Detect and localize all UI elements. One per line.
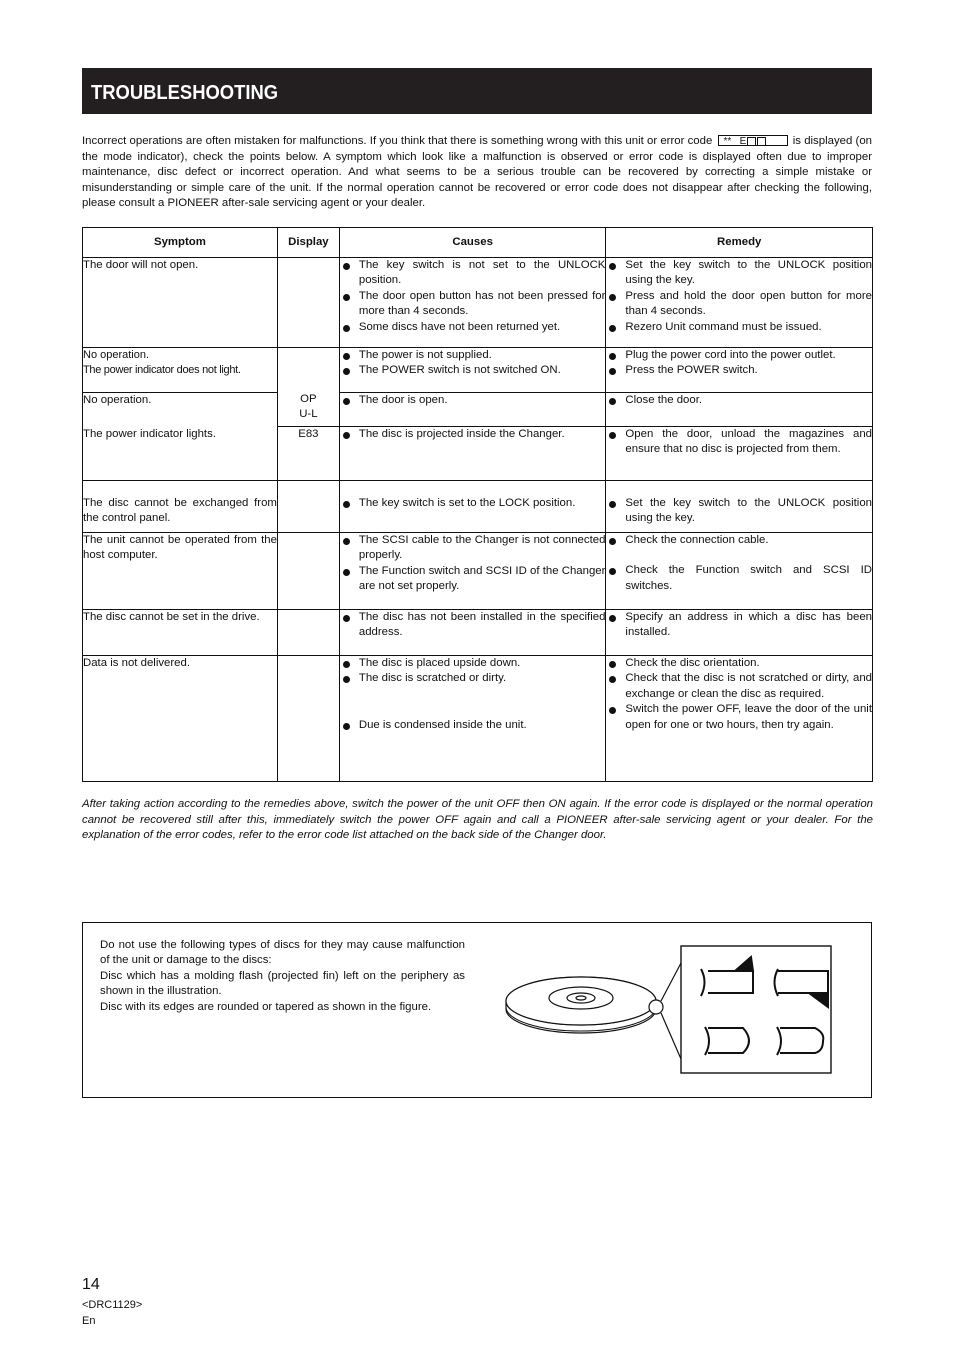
remedy-cell <box>606 258 873 348</box>
remedy-item: Check that the disc is not scratched or dirty, and exchange or clean the disc as required. <box>606 671 872 702</box>
disc-icon <box>506 963 681 1059</box>
display-cell <box>277 656 339 782</box>
remedy-cell <box>606 656 873 782</box>
cause-item: Some discs have not been returned yet. <box>340 320 606 335</box>
troubleshooting-table <box>82 227 873 782</box>
disc-warning-box <box>82 922 872 1098</box>
doc-id: <DRC1129> En <box>82 1299 143 1327</box>
symptom-cell: No operation. The power indicator does not light. <box>83 348 278 393</box>
table-header-row <box>83 228 873 258</box>
symptom-cell: The door will not open. <box>83 258 278 348</box>
intro-text-1: Incorrect operations are often mistaken for malfunctions. If you think that there is something wrong with this unit or error code <box>82 135 713 147</box>
cause-item: The door open button has not been pressed for more than 4 seconds. <box>340 289 606 320</box>
remedy-cell <box>606 610 873 656</box>
table-row <box>83 610 873 656</box>
table-row <box>83 258 873 348</box>
header-causes: Causes <box>339 228 606 258</box>
remedy-item: Check the connection cable. <box>606 533 872 548</box>
causes-cell <box>339 481 606 533</box>
causes-cell <box>339 427 606 481</box>
remedy-item: Press and hold the door open button for more than 4 seconds. <box>606 289 872 320</box>
page-title: TROUBLESHOOTING <box>91 82 279 104</box>
after-action-note: After taking action according to the remedies above, switch the power of the unit OFF then ON again. If the error code is displayed or the normal operation cannot be recovered still after this, immediately switch the power OFF again and call a PIONEER after-sale servicing agent or your dealer. For the explanation of the error codes, refer to the error code list attached on the back side of the Changer door. <box>82 798 873 842</box>
remedy-cell <box>606 427 873 481</box>
cause-item: The disc is projected inside the Changer. <box>340 427 606 442</box>
header-symptom: Symptom <box>83 228 278 258</box>
cause-item: The SCSI cable to the Changer is not connected properly. <box>340 533 606 564</box>
symptom-cell: The disc cannot be set in the drive. <box>83 610 278 656</box>
cause-item: The key switch is not set to the UNLOCK position. <box>340 258 606 289</box>
table-row <box>83 533 873 610</box>
symptom-cell: No operation. <box>83 393 278 427</box>
display-cell: OP U-L <box>277 348 339 427</box>
title-bar <box>82 68 872 114</box>
causes-cell <box>339 656 606 782</box>
causes-cell <box>339 610 606 656</box>
symptom-cell: Data is not delivered. <box>83 656 278 782</box>
error-code-box: ** E <box>718 135 788 146</box>
display-cell <box>277 481 339 533</box>
disc-illustration <box>503 941 863 1081</box>
intro-paragraph <box>82 134 872 212</box>
cause-item: The disc is placed upside down. <box>340 656 606 671</box>
remedy-cell <box>606 393 873 427</box>
display-cell <box>277 610 339 656</box>
cause-item: The power is not supplied. <box>340 348 606 363</box>
display-cell <box>277 533 339 610</box>
remedy-item: Set the key switch to the UNLOCK position using the key. <box>606 258 872 289</box>
remedy-item: Set the key switch to the UNLOCK position using the key. <box>606 496 872 527</box>
causes-cell <box>339 533 606 610</box>
causes-cell <box>339 348 606 393</box>
table-row <box>83 481 873 533</box>
remedy-item: Rezero Unit command must be issued. <box>606 320 872 335</box>
remedy-cell <box>606 348 873 393</box>
causes-cell <box>339 258 606 348</box>
remedy-item: Check the Function switch and SCSI ID switches. <box>606 563 872 594</box>
causes-cell <box>339 393 606 427</box>
remedy-item: Specify an address in which a disc has been installed. <box>606 610 872 641</box>
cause-item: The door is open. <box>340 393 606 408</box>
remedy-cell <box>606 481 873 533</box>
cause-item: The POWER switch is not switched ON. <box>340 363 606 378</box>
remedy-item: Switch the power OFF, leave the door of the unit open for one or two hours, then try again. <box>606 702 872 733</box>
remedy-item: Check the disc orientation. <box>606 656 872 671</box>
cause-item: The disc is scratched or dirty. <box>340 671 606 686</box>
header-display: Display <box>277 228 339 258</box>
cause-item: The key switch is set to the LOCK position. <box>340 496 606 511</box>
disc-warning-text: Do not use the following types of discs for they may cause malfunction of the unit or damage to the discs: Disc which has a molding flash (projected fin) left on the periphery as shown in the illustration. Disc with its edges are rounded or tapered as shown in the figure. <box>100 939 465 1013</box>
symptom-cell: The unit cannot be operated from the host computer. <box>83 533 278 610</box>
remedy-item: Close the door. <box>606 393 872 408</box>
symptom-cell: The power indicator lights. <box>83 427 278 481</box>
table-row <box>83 348 873 393</box>
table-row <box>83 427 873 481</box>
table-row <box>83 393 873 427</box>
header-remedy: Remedy <box>606 228 873 258</box>
cause-item: Due is condensed inside the unit. <box>340 718 606 733</box>
remedy-item: Open the door, unload the magazines and ensure that no disc is projected from them. <box>606 427 872 458</box>
remedy-item: Plug the power cord into the power outlet. <box>606 348 872 363</box>
display-cell <box>277 258 339 348</box>
cause-item: The disc has not been installed in the specified address. <box>340 610 606 641</box>
symptom-cell: The disc cannot be exchanged from the control panel. <box>83 481 278 533</box>
table-row <box>83 656 873 782</box>
page-number: 14 <box>82 1276 100 1293</box>
remedy-cell <box>606 533 873 610</box>
display-cell: E83 <box>277 427 339 481</box>
cause-item: The Function switch and SCSI ID of the Changer are not set properly. <box>340 564 606 595</box>
intro-text-2: is displayed (on the mode indicator), check the points below. A symptom which look like a malfunction is observed or error code is displayed often due to improper maintenance, disc defect or incorrect operation. And what seems to be a serious trouble can be recovered by correcting a simple mistake or misunderstanding or simple care of the unit. If the normal operation cannot be recovered or error code does not disappear after checking the following, please consult a PIONEER after-sale servicing agent or your dealer. <box>82 135 872 209</box>
remedy-item: Press the POWER switch. <box>606 363 872 378</box>
